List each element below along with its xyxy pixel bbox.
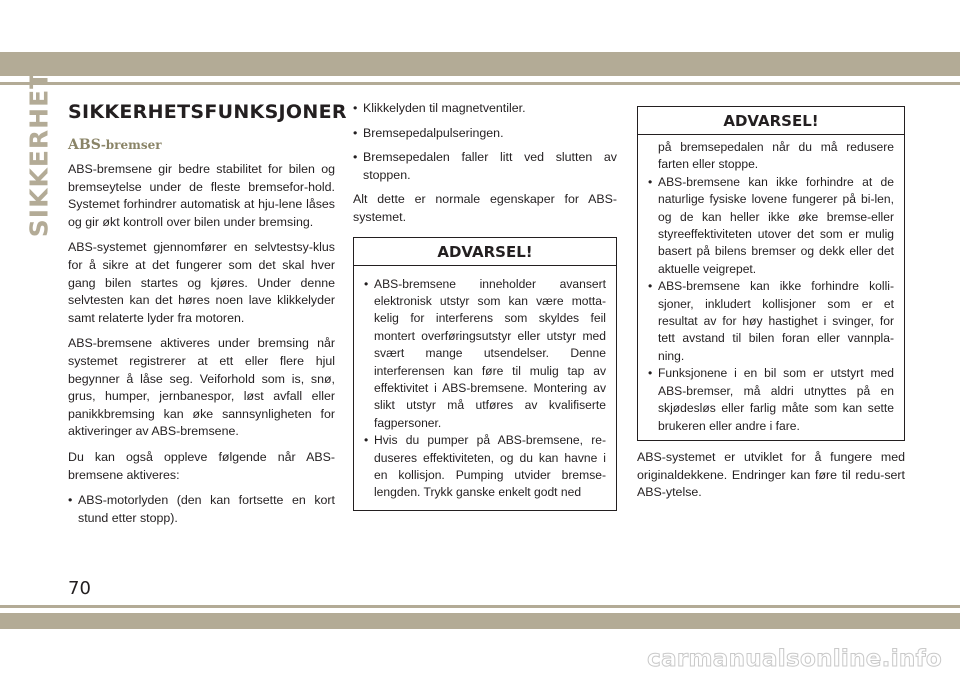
chapter-tab-label: SIKKERHET bbox=[24, 70, 54, 238]
warning-heading: ADVARSEL! bbox=[354, 238, 616, 266]
column-1 bbox=[68, 100, 347, 534]
list-item: • ABS-bremsene kan ikke forhindre kolli-sjoner, inkludert kollisjoner som er et resultat av for høy hastighet i svinger, for tett avstand til bilen foran eller vannpla-ning. bbox=[648, 278, 894, 365]
header-band bbox=[0, 52, 960, 76]
paragraph: ABS-systemet gjennomfører en selvtestsy-klus for å sikre at det fungerer som det skal hver gang bilen startes og kjøres. Under denne selvtesten kan det høres noen lave klikkelyder samt relaterte lyder fra motoren. bbox=[68, 240, 335, 325]
warning-heading: ADVARSEL! bbox=[638, 107, 904, 135]
warning-list bbox=[364, 276, 606, 502]
column-2 bbox=[353, 100, 617, 511]
subsection-title-main: ABS bbox=[68, 137, 101, 153]
list-item: • Klikkelyden til magnetventiler. bbox=[353, 100, 617, 118]
warning-body bbox=[638, 135, 904, 440]
section-title: SIKKERHETSFUNKSJONER bbox=[68, 101, 347, 123]
paragraph: ABS-systemet er utviklet for å fungere med originaldekkene. Endringer kan føre til redu-sert ABS-ytelse. bbox=[637, 449, 905, 500]
list-item: • ABS-bremsene kan ikke forhindre at de naturlige fysiske lovene fungerer på bi-len, og de kan heller ikke øke bremse-eller styreeffektiviteten utover det som er mulig basert på bilens bremser og dekk eller det aktuelle veigrepet. bbox=[648, 174, 894, 278]
list-item: • ABS-motorlyden (den kan fortsette en kort stund etter stopp). bbox=[68, 492, 335, 527]
warning-continuation: på bremsepedalen når du må redusere farten eller stoppe. bbox=[658, 140, 894, 172]
paragraph: Du kan også oppleve følgende når ABS-bremsene aktiveres: bbox=[68, 449, 335, 482]
warning-list bbox=[648, 174, 894, 435]
footer-rule bbox=[0, 605, 960, 608]
header-rule bbox=[0, 82, 960, 85]
watermark: carmanualsonline.info bbox=[647, 646, 942, 672]
footer-band bbox=[0, 613, 960, 629]
warning-box bbox=[353, 237, 617, 511]
list-item: • ABS-bremsene inneholder avansert elektronisk utstyr som kan være motta-kelig for interferens som skyldes feil montert overføringsutstyr eller utstyr med svært mange utsendelser. Denne interferensen kan føre til mulig tap av effektivitet i ABS-bremsene. Montering av slikt utstyr må utføres av kvalifiserte fagpersoner. bbox=[364, 276, 606, 433]
warning-box bbox=[637, 106, 905, 441]
subsection-title-suffix: -bremser bbox=[100, 138, 162, 152]
paragraph: Alt dette er normale egenskaper for ABS-systemet. bbox=[353, 192, 617, 224]
paragraph: ABS-bremsene gir bedre stabilitet for bilen og bremseytelse under de fleste bremsefor-hold. Systemet forhindrer automatisk at hju-lene låses og gir økt kontroll over bilen under bremsing. bbox=[68, 162, 335, 229]
subsection-title bbox=[68, 136, 335, 154]
column-3 bbox=[637, 106, 905, 510]
list-item: • Funksjonene i en bil som er utstyrt med ABS-bremser, må aldri utnyttes på en skjødesløs eller farlig måte som kan sette brukeren eller andre i fare. bbox=[648, 365, 894, 435]
chapter-tab bbox=[22, 70, 56, 238]
bullet-list bbox=[68, 492, 335, 527]
list-item: • Bremsepedalen faller litt ved slutten av stoppen. bbox=[353, 149, 617, 184]
list-item: • Hvis du pumper på ABS-bremsene, re-duseres effektiviteten, og du kan havne i en kollisjon. Pumping utvider bremse-lengden. Trykk ganske enkelt godt ned bbox=[364, 432, 606, 502]
page-number: 70 bbox=[68, 578, 91, 599]
list-item: • Bremsepedalpulseringen. bbox=[353, 125, 617, 143]
warning-body bbox=[354, 266, 616, 510]
paragraph: ABS-bremsene aktiveres under bremsing når systemet registrerer at ett eller flere hjul begynner å låse seg. Veiforhold som is, snø, grus, humper, jernbanespor, løst avfall eller panikkbremsing kan øke sannsynligheten for aktiveringer av ABS-bremsene. bbox=[68, 336, 335, 439]
bullet-list bbox=[353, 100, 617, 184]
